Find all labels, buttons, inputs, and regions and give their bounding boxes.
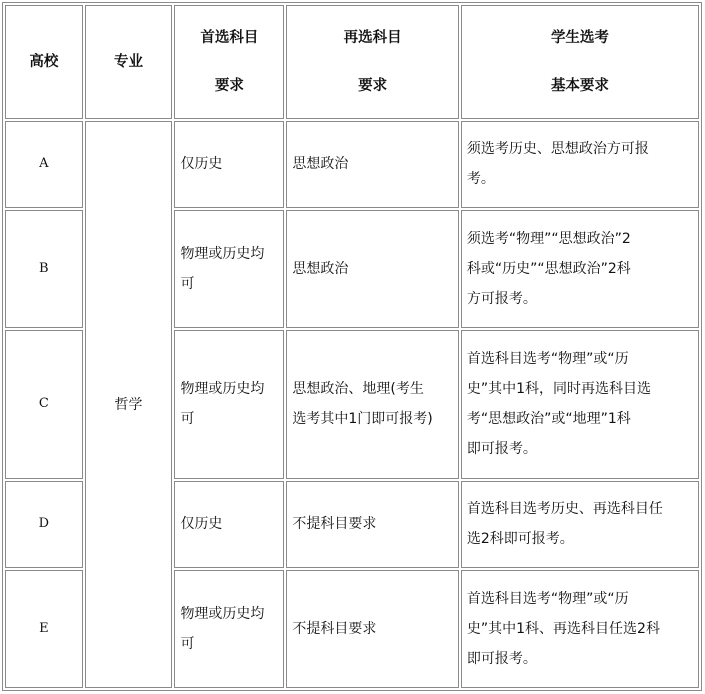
first-subject-cell bbox=[174, 481, 284, 568]
cell-line: 史”其中1科，同时再选科目选 bbox=[466, 381, 652, 398]
cell-line: 思想政治 bbox=[292, 260, 349, 277]
cell-line: 须选考“物理”“思想政治”2 bbox=[466, 230, 631, 247]
school-cell: C bbox=[5, 330, 83, 479]
second-subject-cell bbox=[286, 570, 459, 688]
cell-line: 首选科目选考“物理”或“历 bbox=[466, 590, 629, 607]
header-first-subject bbox=[174, 5, 284, 119]
header-school: 高校 bbox=[5, 5, 83, 119]
requirement-cell bbox=[461, 570, 699, 688]
school-cell: D bbox=[5, 481, 83, 568]
cell-line: 物理或历史均 bbox=[180, 245, 265, 262]
first-subject-cell bbox=[174, 121, 284, 208]
header-student-requirement bbox=[461, 5, 699, 119]
header-second-subject-line: 要求 bbox=[358, 78, 388, 94]
cell-line: 考。 bbox=[466, 171, 495, 188]
second-subject-cell bbox=[286, 121, 459, 208]
cell-line: 选考其中1门即可报考) bbox=[292, 411, 433, 428]
cell-line: 首选科目选考历史、再选科目任 bbox=[466, 501, 663, 518]
cell-line: 首选科目选考“物理”或“历 bbox=[466, 351, 629, 368]
cell-line: 选2科即可报考。 bbox=[466, 531, 574, 548]
cell-line: 不提科目要求 bbox=[292, 620, 377, 637]
cell-line: 即可报考。 bbox=[466, 441, 537, 458]
cell-line: 可 bbox=[180, 635, 195, 652]
requirement-cell bbox=[461, 210, 699, 328]
header-student-requirement-line: 基本要求 bbox=[550, 78, 609, 94]
second-subject-cell bbox=[286, 481, 459, 568]
school-cell: B bbox=[5, 210, 83, 328]
header-first-subject-line: 首选科目 bbox=[200, 30, 259, 46]
cell-line: 物理或历史均 bbox=[180, 605, 265, 622]
requirement-cell bbox=[461, 330, 699, 479]
cell-line: 科或“历史”“思想政治”2科 bbox=[466, 260, 631, 277]
cell-line: 须选考历史、思想政治方可报 bbox=[466, 141, 649, 158]
cell-line: 可 bbox=[180, 275, 195, 292]
header-second-subject-line: 再选科目 bbox=[343, 30, 402, 46]
cell-line: 不提科目要求 bbox=[292, 516, 377, 533]
header-major: 专业 bbox=[85, 5, 173, 119]
table-row bbox=[5, 121, 699, 208]
cell-line: 思想政治、地理(考生 bbox=[292, 381, 424, 398]
cell-line: 可 bbox=[180, 411, 195, 428]
major-cell: 哲学 bbox=[85, 121, 173, 688]
cell-line: 即可报考。 bbox=[466, 650, 537, 667]
requirement-cell bbox=[461, 481, 699, 568]
cell-line: 方可报考。 bbox=[466, 290, 537, 307]
cell-line: 物理或历史均 bbox=[180, 381, 265, 398]
school-cell: A bbox=[5, 121, 83, 208]
cell-line: 史”其中1科、再选科目任选2科 bbox=[466, 620, 660, 637]
second-subject-cell bbox=[286, 210, 459, 328]
first-subject-cell bbox=[174, 570, 284, 688]
requirement-cell bbox=[461, 121, 699, 208]
requirements-table bbox=[2, 2, 702, 691]
second-subject-cell bbox=[286, 330, 459, 479]
header-row bbox=[5, 5, 699, 119]
cell-line: 考“思想政治”或“地理”1科 bbox=[466, 411, 631, 428]
header-second-subject bbox=[286, 5, 459, 119]
cell-line: 仅历史 bbox=[180, 516, 223, 533]
cell-line: 思想政治 bbox=[292, 156, 349, 173]
first-subject-cell bbox=[174, 330, 284, 479]
school-cell: E bbox=[5, 570, 83, 688]
first-subject-cell bbox=[174, 210, 284, 328]
header-student-requirement-line: 学生选考 bbox=[550, 30, 609, 46]
header-first-subject-line: 要求 bbox=[214, 78, 244, 94]
cell-line: 仅历史 bbox=[180, 156, 223, 173]
